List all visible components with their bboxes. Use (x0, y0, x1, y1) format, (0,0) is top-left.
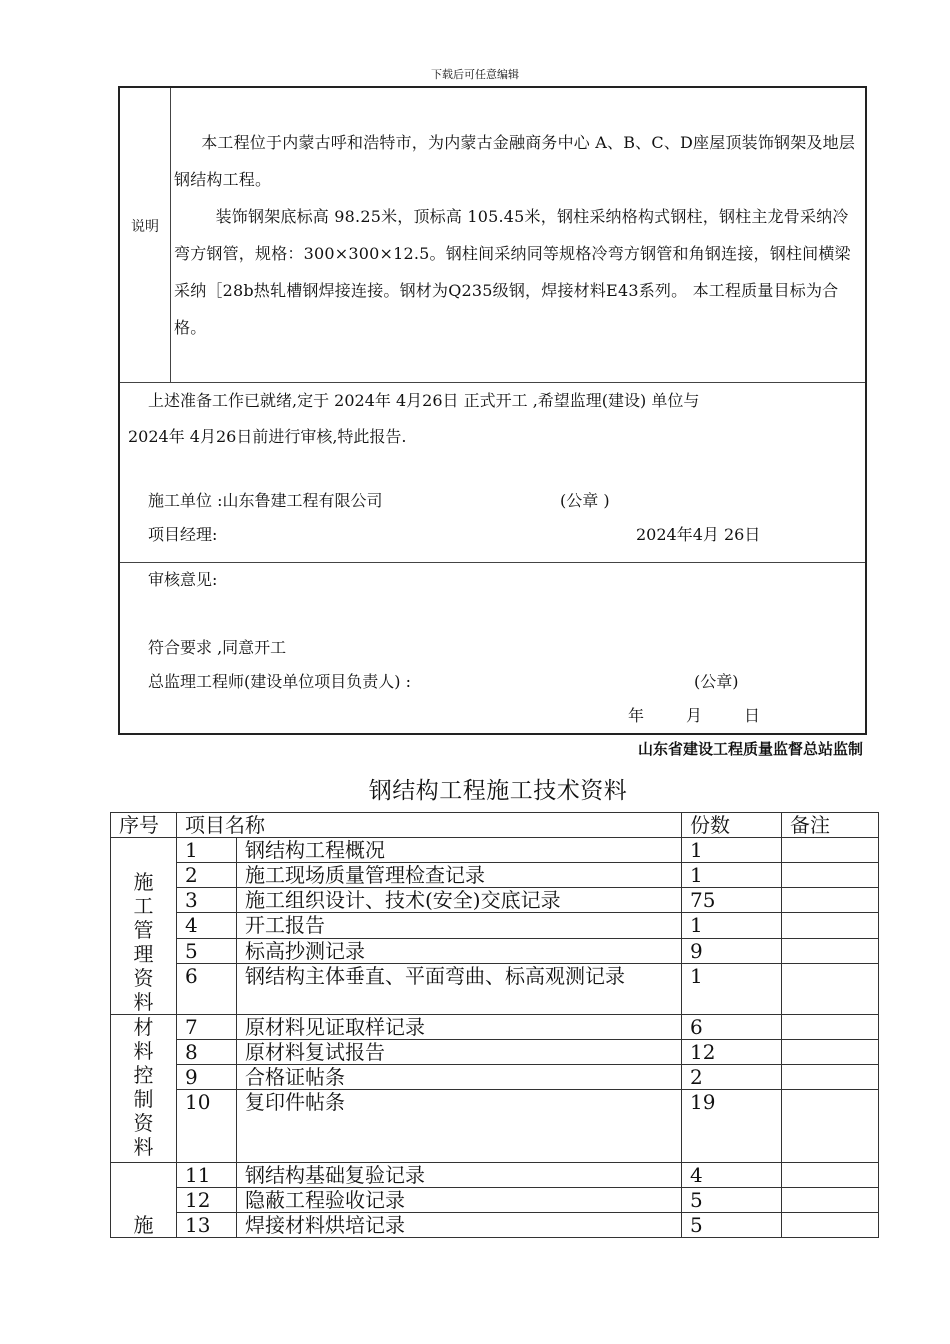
row-name: 合格证帖条 (237, 1065, 682, 1090)
project-manager: 项目经理: (148, 525, 218, 544)
row-copies: 19 (682, 1090, 782, 1163)
row-remark (782, 1188, 879, 1213)
document-title: 钢结构工程施工技术资料 (368, 778, 628, 804)
row-remark (782, 1015, 879, 1040)
table-header-row (111, 813, 879, 838)
application-date: 2024年4月 26日 (636, 525, 761, 544)
row-remark (782, 1213, 879, 1238)
construction-seal: (公章 ) (560, 491, 610, 510)
row-remark (782, 1065, 879, 1090)
row-no: 13 (177, 1213, 237, 1238)
technical-materials-table (110, 812, 879, 1238)
row-remark (782, 863, 879, 888)
row-name: 原材料复试报告 (237, 1040, 682, 1065)
table-row (111, 1065, 879, 1090)
table-row (111, 1188, 879, 1213)
table-row (111, 1163, 879, 1188)
construction-unit: 施工单位 :山东鲁建工程有限公司 (148, 491, 383, 510)
supervisor-seal: (公章) (694, 672, 739, 691)
row-remark (782, 888, 879, 913)
row-remark (782, 963, 879, 1014)
table-row (111, 1090, 879, 1163)
row-name: 原材料见证取样记录 (237, 1015, 682, 1040)
row-no: 12 (177, 1188, 237, 1213)
table-row (111, 963, 879, 1014)
explanation-label-cell (120, 88, 171, 382)
table-row (111, 1040, 879, 1065)
row-no: 11 (177, 1163, 237, 1188)
review-result: 符合要求 ,同意开工 (148, 638, 287, 657)
group-material-control: 材料控制资料 (111, 1015, 177, 1163)
group-construction-management: 施工管理资料 (111, 838, 177, 1015)
table-row (111, 1015, 879, 1040)
row-copies: 4 (682, 1163, 782, 1188)
row-copies: 1 (682, 838, 782, 863)
explanation-paragraph-1: 本工程位于内蒙古呼和浩特市，为内蒙古金融商务中心 A、B、C、D座屋顶装饰钢架及地层钢结构工程。 (174, 133, 856, 189)
row-copies: 2 (682, 1065, 782, 1090)
table-row (111, 863, 879, 888)
header-name: 项目名称 (177, 813, 682, 838)
row-copies: 5 (682, 1213, 782, 1238)
table-row (111, 1213, 879, 1238)
table-row (111, 838, 879, 863)
row-no: 4 (177, 913, 237, 938)
row-name: 钢结构基础复验记录 (237, 1163, 682, 1188)
row-copies: 6 (682, 1015, 782, 1040)
group-construction-records: 施 (111, 1163, 177, 1238)
header-seq: 序号 (111, 813, 177, 838)
table-row (111, 913, 879, 938)
row-no: 10 (177, 1090, 237, 1163)
header-copies: 份数 (682, 813, 782, 838)
explanation-paragraph-2: 装饰钢架底标高 98.25米，顶标高 105.45米，钢柱采纳格构式钢柱，钢柱主龙骨采纳冷弯方钢管，规格：300×300×12.5。钢柱间采纳同等规格冷弯方钢管和角钢连接，钢柱间横梁采纳［28b热轧槽钢焊接连接。钢材为Q235级钢，焊接材料E43系列。 本工程质量目标为合格。 (174, 207, 851, 337)
row-copies: 5 (682, 1188, 782, 1213)
row-remark (782, 938, 879, 963)
application-section (120, 382, 865, 563)
review-section (120, 562, 865, 733)
row-name: 开工报告 (237, 913, 682, 938)
month-label: 月 (686, 706, 703, 725)
row-remark (782, 838, 879, 863)
row-no: 9 (177, 1065, 237, 1090)
row-name: 钢结构工程概况 (237, 838, 682, 863)
row-name: 隐蔽工程验收记录 (237, 1188, 682, 1213)
row-copies: 9 (682, 938, 782, 963)
row-copies: 1 (682, 963, 782, 1014)
explanation-body (174, 124, 864, 346)
table-row (111, 938, 879, 963)
row-no: 7 (177, 1015, 237, 1040)
ready-statement-line-2: 2024年 4月26日前进行审核,特此报告. (128, 427, 407, 446)
row-name: 焊接材料烘培记录 (237, 1213, 682, 1238)
monitor-text: 山东省建设工程质量监督总站监制 (637, 740, 863, 758)
header-note: 下载后可任意编辑 (431, 68, 519, 81)
row-copies: 1 (682, 913, 782, 938)
commencement-report-form (118, 86, 867, 735)
row-remark (782, 1090, 879, 1163)
day-label: 日 (744, 706, 761, 725)
row-name: 标高抄测记录 (237, 938, 682, 963)
chief-supervisor: 总监理工程师(建设单位项目负责人) : (148, 672, 411, 691)
row-remark (782, 1040, 879, 1065)
row-name: 施工现场质量管理检查记录 (237, 863, 682, 888)
row-name: 施工组织设计、技术(安全)交底记录 (237, 888, 682, 913)
row-remark (782, 1163, 879, 1188)
year-label: 年 (628, 706, 645, 725)
row-remark (782, 913, 879, 938)
row-no: 5 (177, 938, 237, 963)
row-no: 1 (177, 838, 237, 863)
explanation-section (120, 88, 865, 383)
row-copies: 75 (682, 888, 782, 913)
header-remark: 备注 (782, 813, 879, 838)
row-name: 复印件帖条 (237, 1090, 682, 1163)
row-no: 2 (177, 863, 237, 888)
row-name: 钢结构主体垂直、平面弯曲、标高观测记录 (237, 963, 682, 1014)
explanation-label: 说明 (131, 219, 159, 235)
table-row (111, 888, 879, 913)
review-label: 审核意见: (148, 570, 218, 589)
ready-statement-line-1: 上述准备工作已就绪,定于 2024年 4月26日 正式开工 ,希望监理(建设) 单位与 (148, 391, 700, 410)
row-no: 8 (177, 1040, 237, 1065)
row-no: 6 (177, 963, 237, 1014)
row-copies: 1 (682, 863, 782, 888)
row-no: 3 (177, 888, 237, 913)
row-copies: 12 (682, 1040, 782, 1065)
review-date (628, 703, 802, 726)
